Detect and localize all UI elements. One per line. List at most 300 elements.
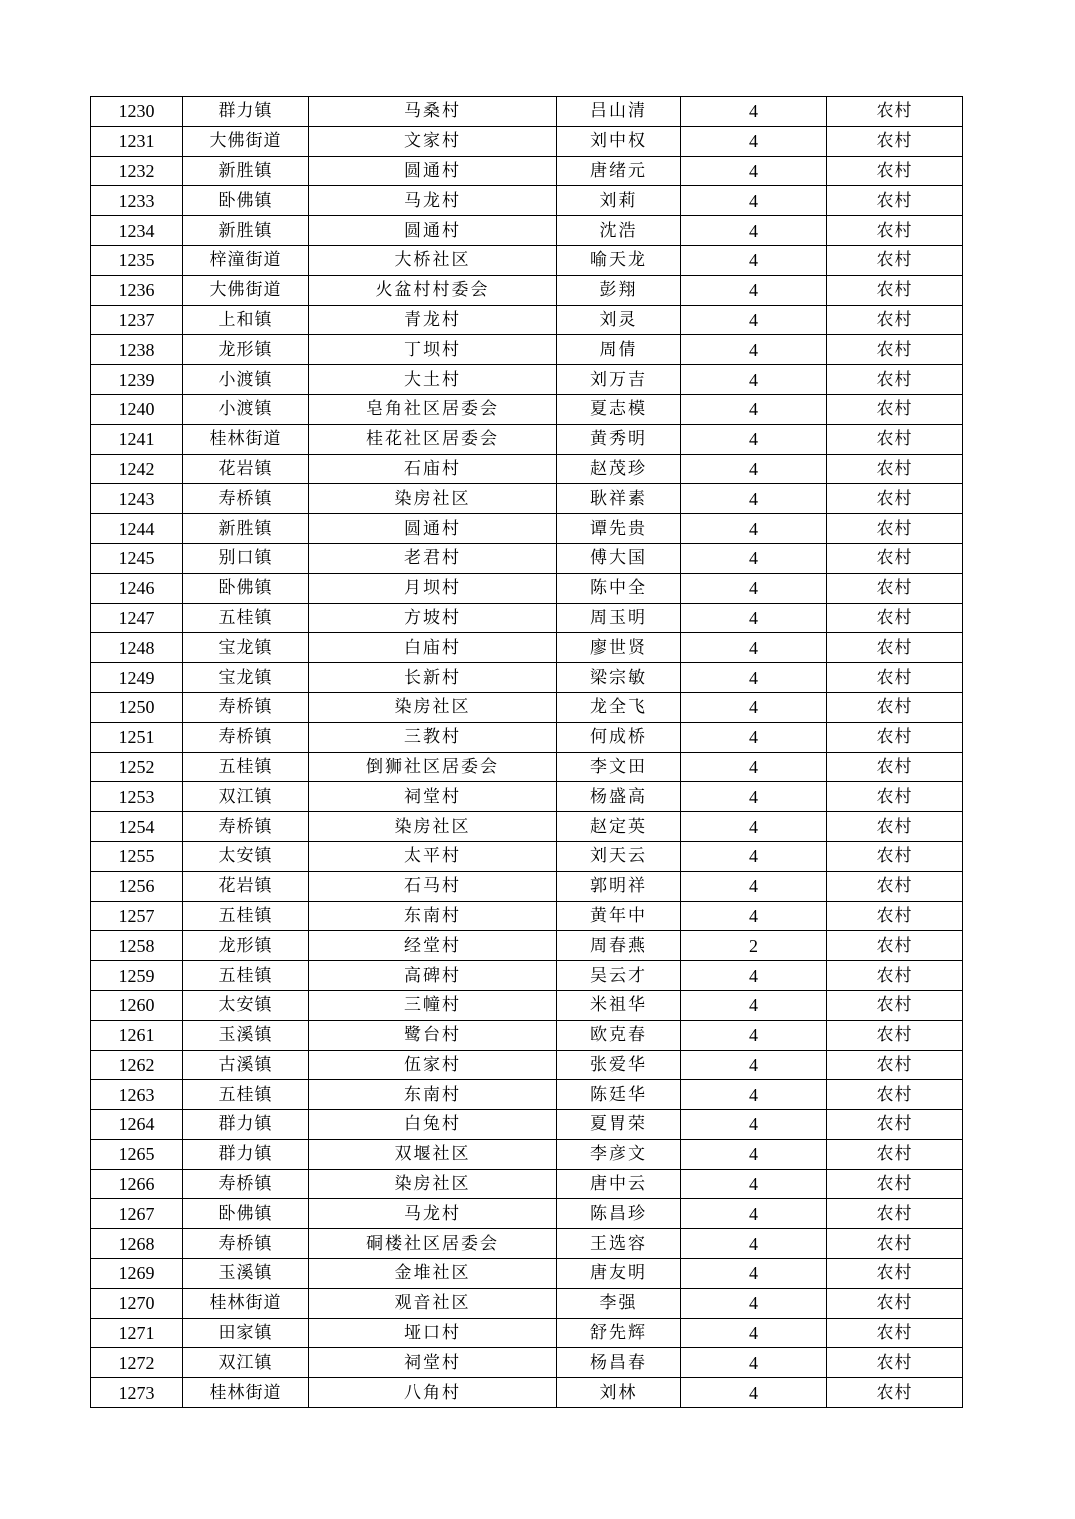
village-cell: 丁坝村 (309, 335, 557, 365)
person-name-cell: 唐绪元 (557, 156, 681, 186)
serial-number-cell: 1231 (91, 126, 183, 156)
serial-number-cell: 1236 (91, 275, 183, 305)
town-cell: 玉溪镇 (183, 1259, 309, 1289)
serial-number-cell: 1261 (91, 1020, 183, 1050)
household-type-cell: 农村 (827, 782, 963, 812)
count-cell: 4 (681, 841, 827, 871)
village-cell: 大土村 (309, 365, 557, 395)
household-type-cell: 农村 (827, 1139, 963, 1169)
table-row (91, 454, 963, 484)
village-cell: 三幢村 (309, 990, 557, 1020)
count-cell: 4 (681, 871, 827, 901)
count-cell: 2 (681, 931, 827, 961)
household-type-cell: 农村 (827, 990, 963, 1020)
table-row (91, 633, 963, 663)
count-cell: 4 (681, 245, 827, 275)
village-cell: 马桑村 (309, 97, 557, 127)
village-cell: 石马村 (309, 871, 557, 901)
count-cell: 4 (681, 394, 827, 424)
person-name-cell: 张爱华 (557, 1050, 681, 1080)
household-type-cell: 农村 (827, 484, 963, 514)
town-cell: 新胜镇 (183, 514, 309, 544)
village-cell: 高碑村 (309, 961, 557, 991)
table-row (91, 990, 963, 1020)
village-cell: 染房社区 (309, 812, 557, 842)
person-name-cell: 米祖华 (557, 990, 681, 1020)
serial-number-cell: 1244 (91, 514, 183, 544)
table-row (91, 1169, 963, 1199)
town-cell: 五桂镇 (183, 603, 309, 633)
count-cell: 4 (681, 305, 827, 335)
serial-number-cell: 1270 (91, 1288, 183, 1318)
table-row (91, 1378, 963, 1408)
person-name-cell: 杨盛高 (557, 782, 681, 812)
village-cell: 垭口村 (309, 1318, 557, 1348)
person-name-cell: 刘莉 (557, 186, 681, 216)
household-type-cell: 农村 (827, 1169, 963, 1199)
table-row (91, 1348, 963, 1378)
household-type-cell: 农村 (827, 1348, 963, 1378)
serial-number-cell: 1265 (91, 1139, 183, 1169)
person-name-cell: 廖世贤 (557, 633, 681, 663)
village-cell: 石庙村 (309, 454, 557, 484)
village-cell: 青龙村 (309, 305, 557, 335)
town-cell: 小渡镇 (183, 394, 309, 424)
household-type-cell: 农村 (827, 186, 963, 216)
household-type-cell: 农村 (827, 1020, 963, 1050)
count-cell: 4 (681, 812, 827, 842)
table-row (91, 1229, 963, 1259)
town-cell: 五桂镇 (183, 1080, 309, 1110)
village-cell: 祠堂村 (309, 1348, 557, 1378)
town-cell: 花岩镇 (183, 871, 309, 901)
village-cell: 月坝村 (309, 573, 557, 603)
count-cell: 4 (681, 1229, 827, 1259)
town-cell: 大佛街道 (183, 126, 309, 156)
town-cell: 寿桥镇 (183, 692, 309, 722)
count-cell: 4 (681, 1080, 827, 1110)
person-name-cell: 黄秀明 (557, 424, 681, 454)
serial-number-cell: 1233 (91, 186, 183, 216)
village-cell: 金堆社区 (309, 1259, 557, 1289)
serial-number-cell: 1238 (91, 335, 183, 365)
count-cell: 4 (681, 901, 827, 931)
household-type-cell: 农村 (827, 216, 963, 246)
household-type-cell: 农村 (827, 454, 963, 484)
count-cell: 4 (681, 126, 827, 156)
person-name-cell: 李彦文 (557, 1139, 681, 1169)
table-row (91, 1110, 963, 1140)
count-cell: 4 (681, 335, 827, 365)
person-name-cell: 龙全飞 (557, 692, 681, 722)
table-row (91, 543, 963, 573)
town-cell: 卧佛镇 (183, 186, 309, 216)
household-type-cell: 农村 (827, 961, 963, 991)
count-cell: 4 (681, 663, 827, 693)
serial-number-cell: 1251 (91, 722, 183, 752)
table-row (91, 603, 963, 633)
town-cell: 群力镇 (183, 97, 309, 127)
serial-number-cell: 1245 (91, 543, 183, 573)
person-name-cell: 耿祥素 (557, 484, 681, 514)
serial-number-cell: 1258 (91, 931, 183, 961)
town-cell: 桂林街道 (183, 1378, 309, 1408)
village-cell: 观音社区 (309, 1288, 557, 1318)
serial-number-cell: 1249 (91, 663, 183, 693)
person-name-cell: 沈浩 (557, 216, 681, 246)
serial-number-cell: 1242 (91, 454, 183, 484)
count-cell: 4 (681, 1318, 827, 1348)
person-name-cell: 陈廷华 (557, 1080, 681, 1110)
table-row (91, 275, 963, 305)
person-name-cell: 赵茂珍 (557, 454, 681, 484)
household-type-cell: 农村 (827, 901, 963, 931)
table-row (91, 1288, 963, 1318)
table-row (91, 514, 963, 544)
table-row (91, 961, 963, 991)
person-name-cell: 陈昌珍 (557, 1199, 681, 1229)
serial-number-cell: 1241 (91, 424, 183, 454)
count-cell: 4 (681, 1378, 827, 1408)
table-row (91, 394, 963, 424)
town-cell: 小渡镇 (183, 365, 309, 395)
table-row (91, 841, 963, 871)
serial-number-cell: 1263 (91, 1080, 183, 1110)
town-cell: 龙形镇 (183, 335, 309, 365)
table-row (91, 156, 963, 186)
person-name-cell: 周倩 (557, 335, 681, 365)
town-cell: 寿桥镇 (183, 722, 309, 752)
town-cell: 五桂镇 (183, 752, 309, 782)
person-name-cell: 刘中权 (557, 126, 681, 156)
serial-number-cell: 1271 (91, 1318, 183, 1348)
household-type-cell: 农村 (827, 1318, 963, 1348)
village-cell: 桂花社区居委会 (309, 424, 557, 454)
serial-number-cell: 1266 (91, 1169, 183, 1199)
person-name-cell: 周春燕 (557, 931, 681, 961)
serial-number-cell: 1257 (91, 901, 183, 931)
serial-number-cell: 1250 (91, 692, 183, 722)
count-cell: 4 (681, 1110, 827, 1140)
table-row (91, 1318, 963, 1348)
person-name-cell: 周玉明 (557, 603, 681, 633)
village-cell: 八角村 (309, 1378, 557, 1408)
count-cell: 4 (681, 782, 827, 812)
village-cell: 三教村 (309, 722, 557, 752)
household-type-cell: 农村 (827, 275, 963, 305)
town-cell: 桂林街道 (183, 424, 309, 454)
household-type-cell: 农村 (827, 424, 963, 454)
person-name-cell: 郭明祥 (557, 871, 681, 901)
town-cell: 古溪镇 (183, 1050, 309, 1080)
serial-number-cell: 1252 (91, 752, 183, 782)
person-name-cell: 夏志模 (557, 394, 681, 424)
table-row (91, 484, 963, 514)
village-cell: 圆通村 (309, 156, 557, 186)
count-cell: 4 (681, 692, 827, 722)
table-row (91, 1199, 963, 1229)
serial-number-cell: 1256 (91, 871, 183, 901)
serial-number-cell: 1237 (91, 305, 183, 335)
village-cell: 马龙村 (309, 1199, 557, 1229)
person-name-cell: 赵定英 (557, 812, 681, 842)
count-cell: 4 (681, 633, 827, 663)
table-row (91, 305, 963, 335)
serial-number-cell: 1235 (91, 245, 183, 275)
count-cell: 4 (681, 961, 827, 991)
count-cell: 4 (681, 1288, 827, 1318)
town-cell: 寿桥镇 (183, 484, 309, 514)
person-name-cell: 李强 (557, 1288, 681, 1318)
town-cell: 上和镇 (183, 305, 309, 335)
count-cell: 4 (681, 543, 827, 573)
person-name-cell: 刘天云 (557, 841, 681, 871)
village-cell: 大桥社区 (309, 245, 557, 275)
household-type-cell: 农村 (827, 1199, 963, 1229)
household-type-cell: 农村 (827, 603, 963, 633)
person-name-cell: 傅大国 (557, 543, 681, 573)
person-name-cell: 王选容 (557, 1229, 681, 1259)
household-type-cell: 农村 (827, 305, 963, 335)
count-cell: 4 (681, 1199, 827, 1229)
serial-number-cell: 1232 (91, 156, 183, 186)
count-cell: 4 (681, 514, 827, 544)
table-row (91, 245, 963, 275)
village-cell: 白兔村 (309, 1110, 557, 1140)
town-cell: 群力镇 (183, 1139, 309, 1169)
person-name-cell: 吕山清 (557, 97, 681, 127)
town-cell: 玉溪镇 (183, 1020, 309, 1050)
table-row (91, 692, 963, 722)
person-name-cell: 夏胃荣 (557, 1110, 681, 1140)
person-name-cell: 刘灵 (557, 305, 681, 335)
table-row (91, 1139, 963, 1169)
village-cell: 太平村 (309, 841, 557, 871)
village-cell: 马龙村 (309, 186, 557, 216)
count-cell: 4 (681, 216, 827, 246)
count-cell: 4 (681, 603, 827, 633)
count-cell: 4 (681, 365, 827, 395)
town-cell: 大佛街道 (183, 275, 309, 305)
town-cell: 五桂镇 (183, 901, 309, 931)
person-name-cell: 杨昌春 (557, 1348, 681, 1378)
person-name-cell: 谭先贵 (557, 514, 681, 544)
town-cell: 花岩镇 (183, 454, 309, 484)
person-name-cell: 何成桥 (557, 722, 681, 752)
household-type-cell: 农村 (827, 692, 963, 722)
serial-number-cell: 1254 (91, 812, 183, 842)
person-name-cell: 刘万吉 (557, 365, 681, 395)
serial-number-cell: 1272 (91, 1348, 183, 1378)
count-cell: 4 (681, 484, 827, 514)
serial-number-cell: 1239 (91, 365, 183, 395)
count-cell: 4 (681, 1050, 827, 1080)
count-cell: 4 (681, 424, 827, 454)
town-cell: 卧佛镇 (183, 1199, 309, 1229)
household-type-cell: 农村 (827, 365, 963, 395)
table-row (91, 752, 963, 782)
town-cell: 卧佛镇 (183, 573, 309, 603)
person-name-cell: 喻天龙 (557, 245, 681, 275)
town-cell: 五桂镇 (183, 961, 309, 991)
town-cell: 别口镇 (183, 543, 309, 573)
village-cell: 皂角社区居委会 (309, 394, 557, 424)
serial-number-cell: 1260 (91, 990, 183, 1020)
town-cell: 太安镇 (183, 841, 309, 871)
village-cell: 经堂村 (309, 931, 557, 961)
serial-number-cell: 1234 (91, 216, 183, 246)
town-cell: 寿桥镇 (183, 812, 309, 842)
table-row (91, 216, 963, 246)
household-type-cell: 农村 (827, 245, 963, 275)
count-cell: 4 (681, 752, 827, 782)
serial-number-cell: 1273 (91, 1378, 183, 1408)
serial-number-cell: 1262 (91, 1050, 183, 1080)
person-name-cell: 舒先辉 (557, 1318, 681, 1348)
records-table (90, 96, 963, 1408)
table-row (91, 871, 963, 901)
count-cell: 4 (681, 1139, 827, 1169)
town-cell: 群力镇 (183, 1110, 309, 1140)
count-cell: 4 (681, 1169, 827, 1199)
household-type-cell: 农村 (827, 752, 963, 782)
table-row (91, 1259, 963, 1289)
serial-number-cell: 1269 (91, 1259, 183, 1289)
town-cell: 龙形镇 (183, 931, 309, 961)
table-row (91, 1050, 963, 1080)
household-type-cell: 农村 (827, 931, 963, 961)
table-row (91, 663, 963, 693)
village-cell: 染房社区 (309, 692, 557, 722)
household-type-cell: 农村 (827, 633, 963, 663)
table-row (91, 1020, 963, 1050)
village-cell: 祠堂村 (309, 782, 557, 812)
household-type-cell: 农村 (827, 97, 963, 127)
count-cell: 4 (681, 1348, 827, 1378)
person-name-cell: 陈中全 (557, 573, 681, 603)
person-name-cell: 唐中云 (557, 1169, 681, 1199)
town-cell: 田家镇 (183, 1318, 309, 1348)
serial-number-cell: 1230 (91, 97, 183, 127)
village-cell: 倒狮社区居委会 (309, 752, 557, 782)
village-cell: 长新村 (309, 663, 557, 693)
count-cell: 4 (681, 156, 827, 186)
count-cell: 4 (681, 722, 827, 752)
household-type-cell: 农村 (827, 871, 963, 901)
serial-number-cell: 1255 (91, 841, 183, 871)
village-cell: 东南村 (309, 901, 557, 931)
village-cell: 白庙村 (309, 633, 557, 663)
serial-number-cell: 1243 (91, 484, 183, 514)
table-row (91, 97, 963, 127)
household-type-cell: 农村 (827, 126, 963, 156)
serial-number-cell: 1240 (91, 394, 183, 424)
person-name-cell: 唐友明 (557, 1259, 681, 1289)
household-type-cell: 农村 (827, 1080, 963, 1110)
household-type-cell: 农村 (827, 573, 963, 603)
village-cell: 鹭台村 (309, 1020, 557, 1050)
person-name-cell: 欧克春 (557, 1020, 681, 1050)
village-cell: 火盆村村委会 (309, 275, 557, 305)
count-cell: 4 (681, 990, 827, 1020)
household-type-cell: 农村 (827, 1050, 963, 1080)
village-cell: 染房社区 (309, 1169, 557, 1199)
town-cell: 寿桥镇 (183, 1169, 309, 1199)
serial-number-cell: 1264 (91, 1110, 183, 1140)
household-type-cell: 农村 (827, 812, 963, 842)
serial-number-cell: 1248 (91, 633, 183, 663)
table-row (91, 126, 963, 156)
table-row (91, 1080, 963, 1110)
village-cell: 染房社区 (309, 484, 557, 514)
household-type-cell: 农村 (827, 394, 963, 424)
household-type-cell: 农村 (827, 722, 963, 752)
count-cell: 4 (681, 454, 827, 484)
table-row (91, 573, 963, 603)
village-cell: 硐楼社区居委会 (309, 1229, 557, 1259)
table-row (91, 424, 963, 454)
person-name-cell: 刘林 (557, 1378, 681, 1408)
town-cell: 新胜镇 (183, 216, 309, 246)
household-type-cell: 农村 (827, 335, 963, 365)
table-body (91, 97, 963, 1408)
count-cell: 4 (681, 1020, 827, 1050)
count-cell: 4 (681, 97, 827, 127)
table-row (91, 365, 963, 395)
table-row (91, 782, 963, 812)
village-cell: 圆通村 (309, 216, 557, 246)
person-name-cell: 彭翔 (557, 275, 681, 305)
serial-number-cell: 1267 (91, 1199, 183, 1229)
serial-number-cell: 1253 (91, 782, 183, 812)
table-row (91, 931, 963, 961)
town-cell: 宝龙镇 (183, 663, 309, 693)
town-cell: 太安镇 (183, 990, 309, 1020)
table-row (91, 722, 963, 752)
table-row (91, 186, 963, 216)
serial-number-cell: 1259 (91, 961, 183, 991)
serial-number-cell: 1247 (91, 603, 183, 633)
person-name-cell: 李文田 (557, 752, 681, 782)
serial-number-cell: 1268 (91, 1229, 183, 1259)
town-cell: 宝龙镇 (183, 633, 309, 663)
household-type-cell: 农村 (827, 1229, 963, 1259)
town-cell: 寿桥镇 (183, 1229, 309, 1259)
household-type-cell: 农村 (827, 1378, 963, 1408)
household-type-cell: 农村 (827, 543, 963, 573)
household-type-cell: 农村 (827, 156, 963, 186)
household-type-cell: 农村 (827, 841, 963, 871)
town-cell: 桂林街道 (183, 1288, 309, 1318)
village-cell: 圆通村 (309, 514, 557, 544)
town-cell: 双江镇 (183, 782, 309, 812)
village-cell: 文家村 (309, 126, 557, 156)
town-cell: 新胜镇 (183, 156, 309, 186)
town-cell: 梓潼街道 (183, 245, 309, 275)
village-cell: 老君村 (309, 543, 557, 573)
count-cell: 4 (681, 1259, 827, 1289)
table-row (91, 335, 963, 365)
town-cell: 双江镇 (183, 1348, 309, 1378)
village-cell: 双堰社区 (309, 1139, 557, 1169)
household-type-cell: 农村 (827, 1288, 963, 1318)
village-cell: 伍家村 (309, 1050, 557, 1080)
person-name-cell: 梁宗敏 (557, 663, 681, 693)
household-type-cell: 农村 (827, 663, 963, 693)
household-type-cell: 农村 (827, 1259, 963, 1289)
count-cell: 4 (681, 186, 827, 216)
household-type-cell: 农村 (827, 1110, 963, 1140)
